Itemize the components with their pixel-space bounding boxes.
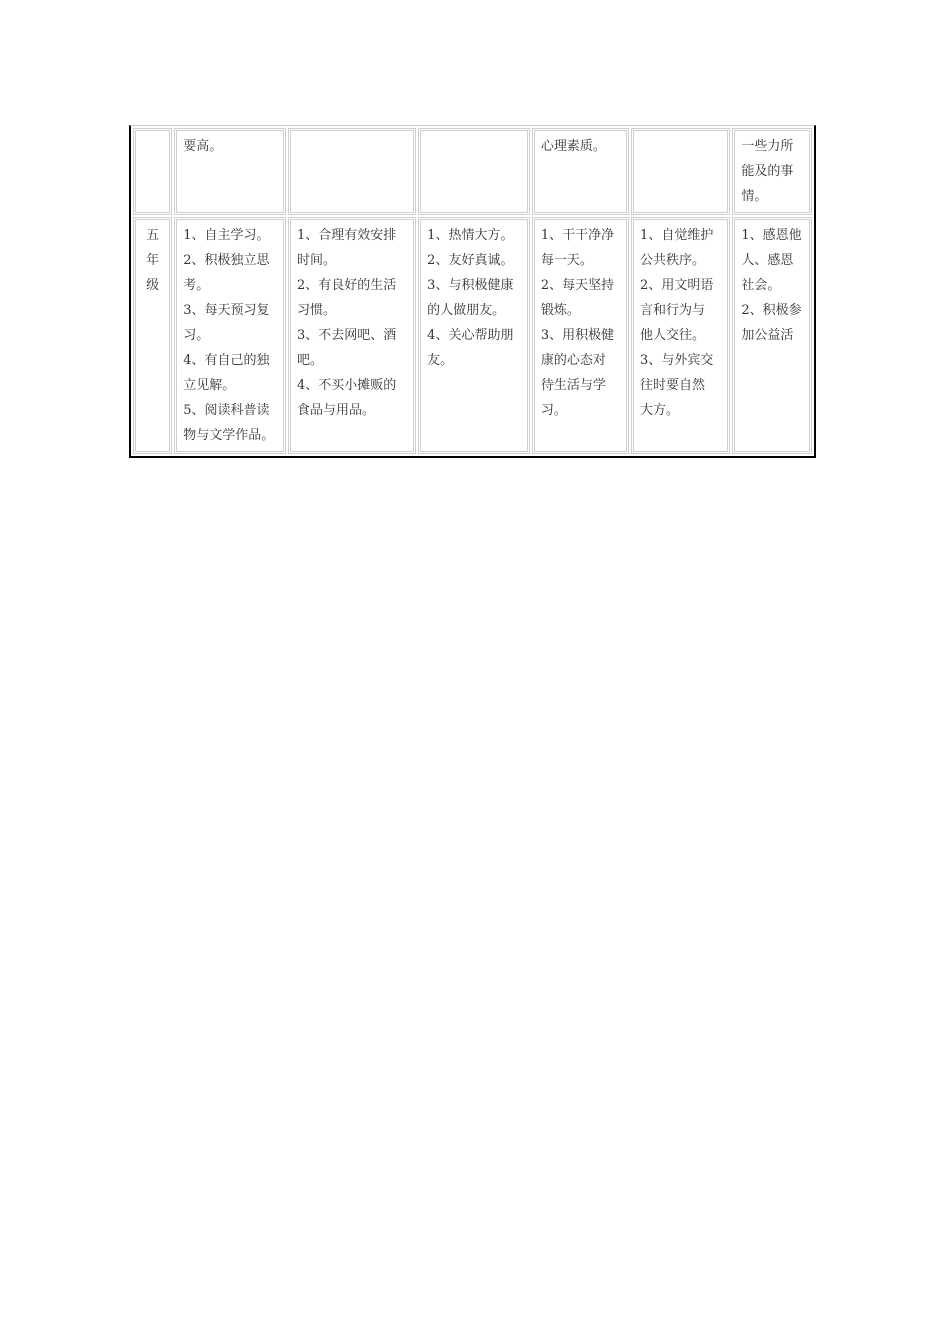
- table-cell: [631, 128, 730, 215]
- cell-line: 公共秩序。: [640, 253, 706, 268]
- cell-line: 1、自主学习。: [183, 228, 270, 243]
- table-cell: [532, 128, 629, 215]
- friendship-cell: [418, 217, 530, 454]
- life-habits-cell: [288, 217, 416, 454]
- cell-line: 待生活与学: [540, 378, 606, 393]
- table-row: [133, 217, 812, 454]
- table-row: [133, 128, 812, 215]
- cell-line: 他人交往。: [640, 328, 706, 343]
- cell-line: 人、感恩: [741, 253, 794, 268]
- cell-line: 1、干干净净: [540, 228, 615, 243]
- cell-line: 1、自觉维护: [640, 228, 714, 243]
- cell-line: 一些力所: [741, 139, 794, 154]
- cell-line: 3、与积极健康: [427, 278, 514, 293]
- civility-cell: [631, 217, 730, 454]
- cell-line: 2、有良好的生活: [296, 278, 397, 293]
- cell-line: 2、积极独立思: [183, 253, 270, 268]
- cell-line: 时间。: [296, 253, 336, 268]
- gratitude-cell: [732, 217, 812, 454]
- grade-label-char: 年: [146, 253, 160, 268]
- cell-line: 立见解。: [183, 378, 236, 393]
- grade-cell: [133, 128, 172, 215]
- cell-line: 3、与外宾交: [640, 353, 714, 368]
- cell-line: 4、关心帮助朋: [427, 328, 514, 343]
- cell-line: 往时要自然: [640, 378, 706, 393]
- cell-line: 1、合理有效安排: [296, 228, 397, 243]
- cell-line: 友。: [427, 353, 454, 368]
- grade-label-char: 级: [146, 278, 160, 293]
- cell-line: 物与文学作品。: [183, 428, 275, 443]
- cell-line: 心理素质。: [540, 139, 606, 154]
- cell-line: 考。: [183, 278, 210, 293]
- cell-line: 大方。: [640, 403, 680, 418]
- cell-line: 5、阅读科普读: [183, 403, 270, 418]
- cell-line: 言和行为与: [640, 303, 706, 318]
- table-cell: [174, 128, 286, 215]
- cell-line: 情。: [741, 189, 768, 204]
- table-cell: [418, 128, 530, 215]
- cell-line: 2、每天坚持: [540, 278, 615, 293]
- cell-line: 1、感恩他: [741, 228, 802, 243]
- cell-line: 加公益活: [741, 328, 794, 343]
- cell-line: 康的心态对: [540, 353, 606, 368]
- table-cell: [732, 128, 812, 215]
- study-habits-cell: [174, 217, 286, 454]
- cell-line: 的人做朋友。: [427, 303, 506, 318]
- cell-line: 2、友好真诚。: [427, 253, 514, 268]
- cell-line: 2、用文明语: [640, 278, 714, 293]
- grade-goals-table: [129, 125, 816, 458]
- cell-line: 习。: [540, 403, 567, 418]
- cell-line: 3、用积极健: [540, 328, 615, 343]
- cell-line: 3、每天预习复: [183, 303, 270, 318]
- cell-line: 2、积极参: [741, 303, 802, 318]
- cell-line: 锻炼。: [540, 303, 580, 318]
- cell-line: 4、有自己的独: [183, 353, 270, 368]
- cell-line: 习惯。: [296, 303, 336, 318]
- cell-line: 能及的事: [741, 164, 794, 179]
- cell-line: 每一天。: [540, 253, 593, 268]
- table-cell: [288, 128, 416, 215]
- grade-label-char: 五: [146, 228, 160, 243]
- cell-line: 4、不买小摊贩的: [296, 378, 397, 393]
- cell-line: 要高。: [183, 139, 223, 154]
- cell-line: 3、不去网吧、酒: [296, 328, 397, 343]
- cell-line: 社会。: [741, 278, 781, 293]
- health-cell: [532, 217, 629, 454]
- grade-cell: [133, 217, 172, 454]
- cell-line: 吧。: [296, 353, 323, 368]
- cell-line: 1、热情大方。: [427, 228, 514, 243]
- cell-line: 食品与用品。: [296, 403, 375, 418]
- cell-line: 习。: [183, 328, 210, 343]
